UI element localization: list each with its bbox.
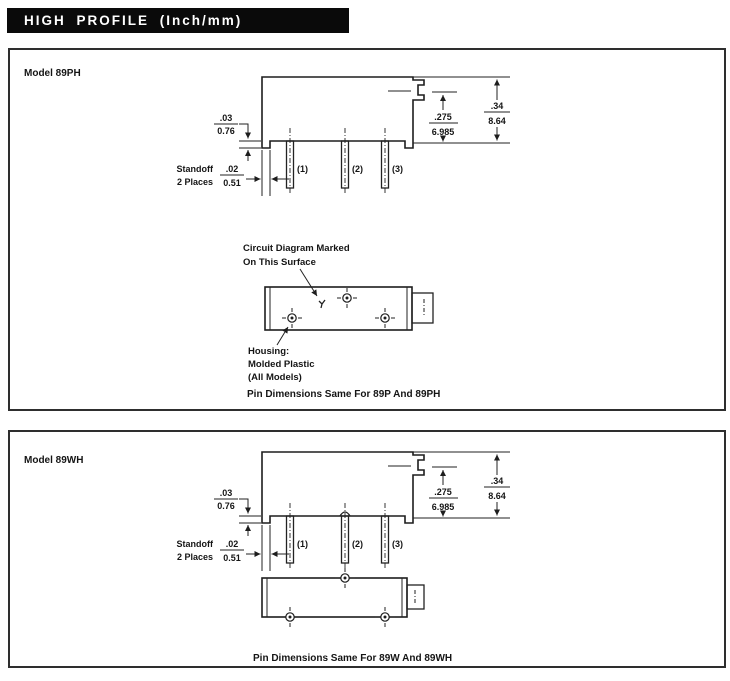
pins-side-view	[287, 128, 404, 194]
dim-mm: 0.51	[223, 178, 241, 188]
panel-model-89wh	[8, 430, 726, 668]
dim-inch: .03	[219, 488, 233, 498]
circuit-note-line2: On This Surface	[243, 257, 316, 268]
dim-overall-height	[413, 452, 510, 518]
dim-mm: 8.64	[488, 491, 506, 501]
pin-3-label: (3)	[392, 539, 403, 549]
standoff-label-1: Standoff	[176, 164, 213, 174]
dim-screw-to-base	[429, 92, 458, 142]
bottom-view-89ph	[265, 287, 433, 330]
pins-side-view	[287, 503, 404, 569]
bottom-view-89wh	[262, 568, 424, 627]
dim-mm: 0.51	[223, 553, 241, 563]
circuit-diagram-note	[243, 243, 350, 308]
panel-footer-note: Pin Dimensions Same For 89W And 89WH	[253, 653, 453, 664]
dim-body-lip	[214, 113, 261, 161]
housing-note	[248, 327, 315, 383]
dim-inch: .02	[225, 164, 239, 174]
housing-line1: Housing:	[248, 346, 290, 357]
section-header-bar	[7, 8, 349, 33]
pin-1-label: (1)	[297, 164, 308, 174]
standoff-label-2: 2 Places	[176, 552, 213, 562]
dim-mm: 0.76	[217, 501, 235, 511]
dim-mm: 6.985	[431, 502, 455, 512]
surface-mark	[319, 300, 325, 308]
circuit-note-line1: Circuit Diagram Marked	[243, 243, 350, 254]
dim-inch: .03	[219, 113, 233, 123]
dim-overall-height	[413, 77, 510, 143]
standoff-label-1: Standoff	[176, 539, 213, 549]
model-label: Model 89PH	[24, 68, 81, 79]
pin-2-label: (2)	[352, 164, 363, 174]
dimension-drawing-89ph	[10, 50, 724, 409]
housing-line2: Molded Plastic	[248, 359, 315, 370]
side-view-89wh	[262, 452, 424, 569]
dim-screw-to-base	[429, 467, 458, 517]
dim-inch: .275	[434, 112, 452, 122]
side-view-89ph	[262, 77, 424, 194]
dim-standoff	[177, 525, 290, 571]
panel-footer-note: Pin Dimensions Same For 89P And 89PH	[247, 389, 441, 400]
standoff-label-2: 2 Places	[176, 177, 213, 187]
panel-model-89ph	[8, 48, 726, 411]
pin-1-label: (1)	[297, 539, 308, 549]
dim-inch: .275	[434, 487, 452, 497]
dim-inch: .02	[225, 539, 239, 549]
dimension-drawing-89wh	[10, 432, 724, 666]
dim-mm: 0.76	[217, 126, 235, 136]
dim-inch: .34	[490, 476, 504, 486]
dim-inch: .34	[490, 101, 504, 111]
housing-line3: (All Models)	[248, 372, 302, 383]
dim-standoff	[177, 150, 290, 196]
section-title: HIGH PROFILE (Inch/mm)	[24, 13, 243, 28]
dim-body-lip	[214, 488, 261, 536]
pin-2-label: (2)	[352, 539, 363, 549]
pin-3-label: (3)	[392, 164, 403, 174]
dim-mm: 6.985	[431, 127, 455, 137]
dim-mm: 8.64	[488, 116, 506, 126]
model-label: Model 89WH	[24, 455, 84, 466]
